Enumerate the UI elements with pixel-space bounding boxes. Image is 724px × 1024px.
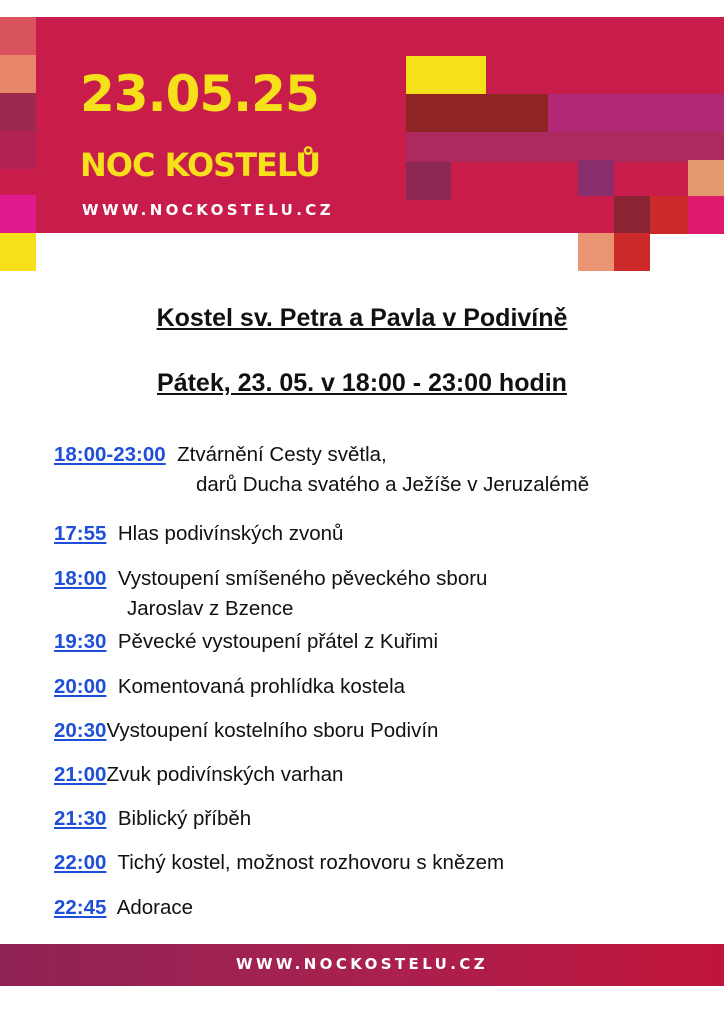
mosaic-tile bbox=[406, 162, 451, 200]
program-item bbox=[54, 848, 504, 878]
program-time-link[interactable]: 17:55 bbox=[54, 522, 107, 545]
mosaic-tile bbox=[614, 196, 650, 234]
program-item bbox=[54, 893, 193, 923]
footer-bar bbox=[0, 944, 724, 986]
program-time-link[interactable]: 21:30 bbox=[54, 807, 107, 830]
mosaic-tile bbox=[688, 196, 724, 234]
mosaic-tile bbox=[406, 94, 548, 132]
program-description: Biblický příběh bbox=[117, 807, 252, 830]
program-item bbox=[54, 716, 438, 746]
program-time-link[interactable]: 22:00 bbox=[54, 851, 107, 874]
mosaic-tile bbox=[548, 94, 724, 132]
program-description-continued: Jaroslav z Bzence bbox=[127, 597, 294, 620]
program-item bbox=[54, 672, 405, 702]
program-description: Pěvecké vystoupení přátel z Kuřimi bbox=[117, 630, 439, 653]
program-time-link[interactable]: 19:30 bbox=[54, 630, 107, 653]
mosaic-tile bbox=[0, 93, 36, 131]
program-description: Hlas podivínských zvonů bbox=[117, 522, 344, 545]
mosaic-tile bbox=[650, 196, 688, 234]
mosaic-tile bbox=[578, 233, 614, 271]
program-description: Ztvárnění Cesty světla, bbox=[177, 443, 387, 466]
event-date: 23.05.25 bbox=[80, 65, 319, 123]
mosaic-tile bbox=[406, 132, 724, 162]
header-url[interactable]: WWW.NOCKOSTELU.CZ bbox=[82, 201, 334, 219]
mosaic-tile bbox=[0, 233, 36, 271]
program-item bbox=[54, 760, 343, 790]
program-description: Adorace bbox=[116, 896, 194, 919]
program-description-continued: darů Ducha svatého a Ježíše v Jeruzalémě bbox=[196, 473, 590, 496]
mosaic-tile bbox=[614, 233, 650, 271]
program-time-link[interactable]: 20:30 bbox=[54, 719, 107, 742]
program-time-link[interactable]: 20:00 bbox=[54, 675, 107, 698]
mosaic-tile bbox=[0, 131, 36, 169]
program-description: Komentovaná prohlídka kostela bbox=[117, 675, 406, 698]
program-time-link[interactable]: 21:00 bbox=[54, 763, 107, 786]
mosaic-tile bbox=[0, 17, 36, 55]
program-time-link[interactable]: 18:00-23:00 bbox=[54, 443, 166, 466]
footer-url[interactable]: WWW.NOCKOSTELU.CZ bbox=[236, 955, 488, 973]
program-item bbox=[54, 440, 589, 500]
program-description: Tichý kostel, možnost rozhovoru s knězem bbox=[117, 851, 505, 874]
program-item bbox=[54, 519, 343, 549]
program-description: Vystoupení kostelního sboru Podivín bbox=[106, 719, 439, 742]
program-description: Zvuk podivínských varhan bbox=[106, 763, 344, 786]
page-title: Kostel sv. Petra a Pavla v Podivíně bbox=[156, 304, 568, 332]
mosaic-tile bbox=[578, 160, 614, 196]
program-description: Vystoupení smíšeného pěveckého sboru bbox=[117, 567, 488, 590]
program-time-link[interactable]: 18:00 bbox=[54, 567, 107, 590]
page-subtitle: Pátek, 23. 05. v 18:00 - 23:00 hodin bbox=[157, 369, 567, 397]
event-name: NOC KOSTELŮ bbox=[80, 146, 321, 184]
mosaic-tile bbox=[688, 160, 724, 196]
program-time-link[interactable]: 22:45 bbox=[54, 896, 107, 919]
program-item bbox=[54, 804, 251, 834]
mosaic-tile bbox=[0, 55, 36, 93]
mosaic-tile bbox=[406, 56, 486, 94]
program-item bbox=[54, 564, 487, 624]
mosaic-tile bbox=[0, 195, 36, 233]
header-banner bbox=[0, 17, 724, 233]
program-item bbox=[54, 627, 438, 657]
